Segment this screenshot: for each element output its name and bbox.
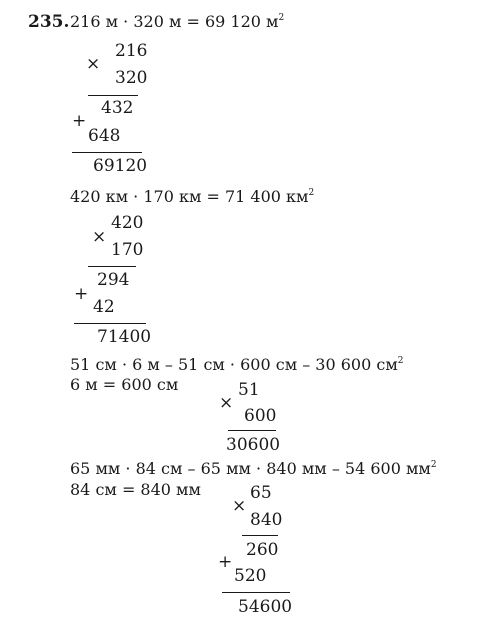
equation-2 xyxy=(70,188,314,206)
calc-4-rule-1 xyxy=(242,535,278,536)
calc-2-plus-sign: + xyxy=(74,284,89,304)
calc-2-times-sign: × xyxy=(92,227,107,247)
calc-4-partial-2: 520 xyxy=(234,566,267,586)
equation-2-power: 2 xyxy=(308,188,315,198)
calc-3-times-sign: × xyxy=(219,393,234,413)
calc-1-factor-b: 320 xyxy=(115,68,148,88)
equation-2-text: 420 км · 170 км = 71 400 км xyxy=(70,187,309,206)
problem-number: 235. xyxy=(28,12,70,32)
calc-1-plus-sign: + xyxy=(72,111,87,131)
calc-2-result: 71400 xyxy=(97,327,152,347)
calc-1-factor-a: 216 xyxy=(115,41,148,61)
calc-3-rule-1 xyxy=(228,430,276,431)
equation-4 xyxy=(70,460,437,478)
calc-1-result: 69120 xyxy=(93,156,148,176)
calc-2-partial-1: 294 xyxy=(97,270,130,290)
calc-4-result: 54600 xyxy=(238,597,293,617)
equation-3-power: 2 xyxy=(397,356,404,366)
conversion-3: 6 м = 600 см xyxy=(70,375,179,394)
conversion-4: 84 см = 840 мм xyxy=(70,480,201,499)
equation-4-power: 2 xyxy=(430,460,437,470)
equation-3-text: 51 см · 6 м – 51 см · 600 см – 30 600 см xyxy=(70,355,398,374)
calc-2-factor-b: 170 xyxy=(111,240,144,260)
calc-4-factor-b: 840 xyxy=(250,510,283,530)
calc-3-result: 30600 xyxy=(226,435,281,455)
equation-3 xyxy=(70,356,404,374)
calc-4-rule-2 xyxy=(222,592,290,593)
calc-1-rule-2 xyxy=(72,152,142,153)
calc-1-rule-1 xyxy=(88,95,138,96)
calc-2-rule-1 xyxy=(88,266,136,267)
calc-1-times-sign: × xyxy=(86,54,101,74)
calc-4-times-sign: × xyxy=(232,496,247,516)
calc-3-factor-b: 600 xyxy=(244,406,277,426)
calc-2-partial-2: 42 xyxy=(93,297,115,317)
equation-1 xyxy=(70,13,284,31)
calc-1-partial-2: 648 xyxy=(88,126,121,146)
equation-4-text: 65 мм · 84 см – 65 мм · 840 мм – 54 600 мм xyxy=(70,459,431,478)
calc-2-factor-a: 420 xyxy=(111,213,144,233)
calc-4-factor-a: 65 xyxy=(250,483,272,503)
calc-4-plus-sign: + xyxy=(218,552,233,572)
calc-2-rule-2 xyxy=(74,323,146,324)
calc-3-factor-a: 51 xyxy=(238,380,260,400)
equation-1-text: 216 м · 320 м = 69 120 м xyxy=(70,12,279,31)
calc-1-partial-1: 432 xyxy=(101,98,134,118)
calc-4-partial-1: 260 xyxy=(246,540,279,560)
equation-1-power: 2 xyxy=(278,13,285,23)
